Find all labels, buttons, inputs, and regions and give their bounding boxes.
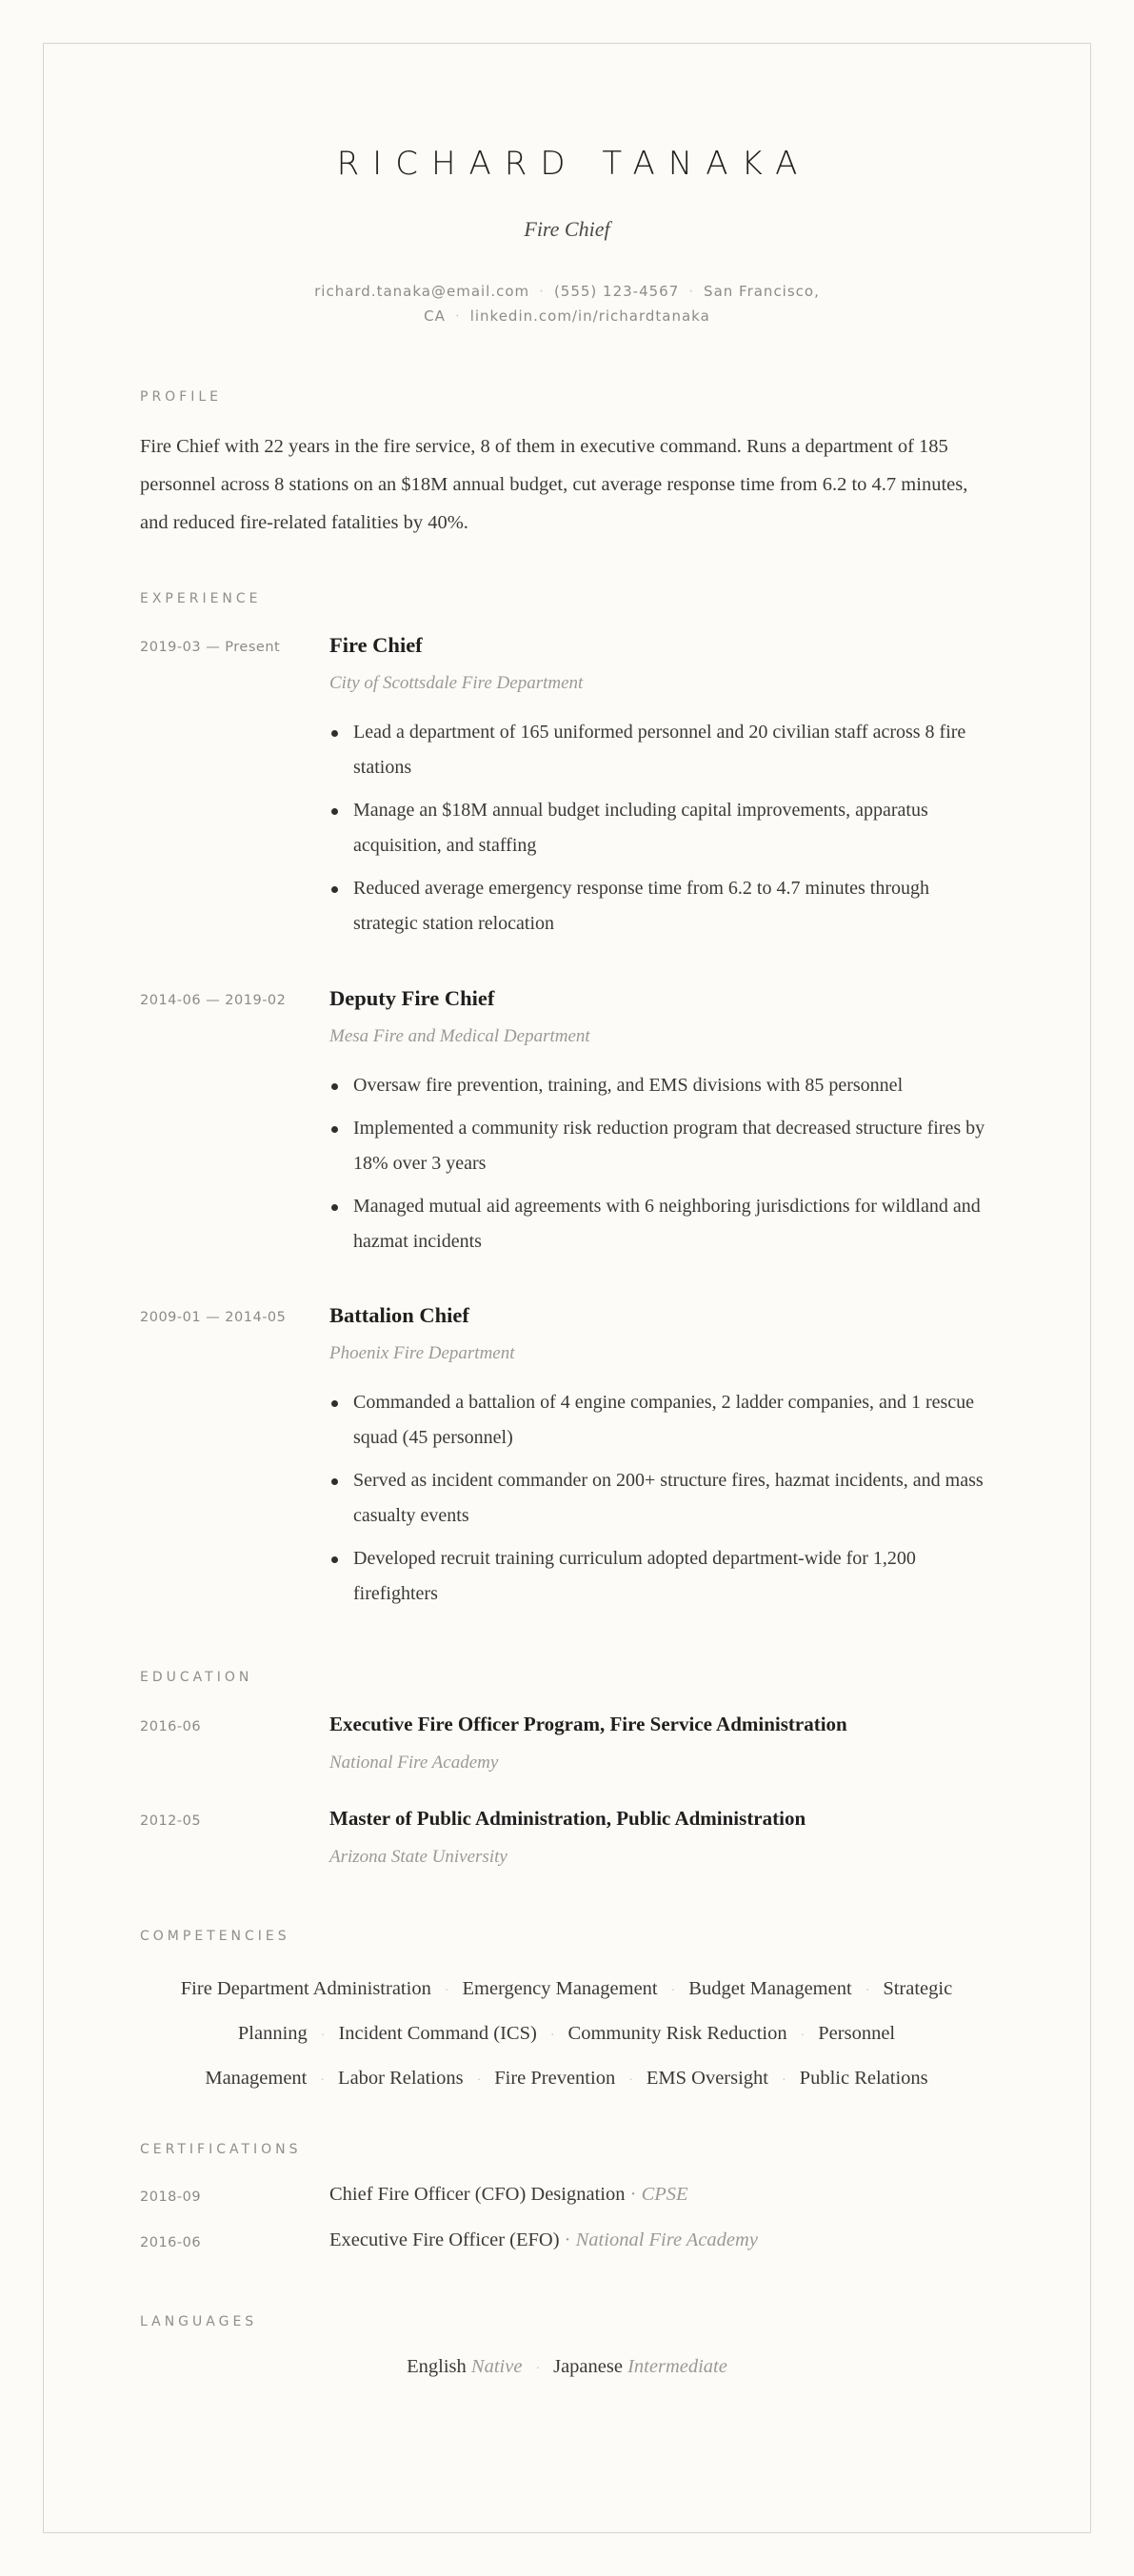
certification-item: Chief Fire Officer (CFO) Designation · CPSE [329,2184,688,2205]
list-item: Reduced average emergency response time from 6.2 to 4.7 minutes through strategic station relocation [329,871,996,941]
list-item: Implemented a community risk reduction program that decreased structure fires by 18% over 3 years [329,1111,996,1181]
education-degree: Executive Fire Officer Program, Fire Service Administration [329,1713,847,1735]
education-school: Arizona State University [329,1847,507,1867]
list-item: Developed recruit training curriculum adopted department-wide for 1,200 firefighters [329,1541,996,1612]
language-name: Japanese [553,2356,623,2377]
job-organization: Mesa Fire and Medical Department [329,1026,590,1046]
job-dates: 2009-01 — 2014-05 [140,1310,287,1325]
section-heading-profile: PROFILE [140,389,223,405]
job-organization: City of Scottsdale Fire Department [329,673,584,693]
competency-item: Strategic [883,1978,953,1999]
location-state: CA [424,307,446,325]
competency-item: Planning [237,2023,308,2044]
education-date: 2012-05 [140,1813,202,1829]
certification-date: 2018-09 [140,2190,202,2205]
section-heading-certifications: CERTIFICATIONS [140,2142,302,2157]
job-title: Fire Chief [329,633,423,657]
job-organization: Phoenix Fire Department [329,1343,515,1363]
competency-item: Incident Command (ICS) [338,2023,537,2044]
job-bullets [329,1068,996,1267]
candidate-name: RICHARD TANAKA [336,145,811,183]
competency-item: Budget Management [688,1978,852,1999]
job-title: Deputy Fire Chief [329,986,495,1010]
contact-info: richard.tanaka@email.com · (555) 123-4567 · San Francisco, CA · linkedin.com/in/richardtanaka [314,283,820,325]
email-link[interactable]: richard.tanaka@email.com [314,283,530,300]
list-item: Lead a department of 165 uniformed personnel and 20 civilian staff across 8 fire stations [329,715,996,785]
certification-item: Executive Fire Officer (EFO) · National Fire Academy [329,2229,758,2250]
language-level: Intermediate [627,2356,727,2377]
list-item: Served as incident commander on 200+ structure fires, hazmat incidents, and mass casualty events [329,1463,996,1534]
competency-item: EMS Oversight [646,2068,768,2089]
competency-item: Community Risk Reduction [567,2023,787,2044]
section-heading-languages: LANGUAGES [140,2314,258,2329]
section-heading-experience: EXPERIENCE [140,591,262,606]
education-degree: Master of Public Administration, Public Administration [329,1807,806,1830]
education-school: National Fire Academy [329,1753,499,1773]
competency-item: Emergency Management [462,1978,658,1999]
profile-summary: Fire Chief with 22 years in the fire service, 8 of them in executive command. Runs a department of 185 personnel across 8 stations on an $18M annual budget, cut average response time from 6.2 to 4.7 minutes, and reduced fire-related fatalities by 40%. [140,436,968,533]
linkedin-link[interactable]: linkedin.com/in/richardtanaka [469,307,710,325]
job-bullets [329,715,996,949]
candidate-title: Fire Chief [524,217,610,241]
section-heading-education: EDUCATION [140,1670,253,1685]
phone-number: (555) 123-4567 [553,283,680,300]
certification-name: Chief Fire Officer (CFO) Designation [329,2184,626,2205]
job-bullets [329,1385,996,1619]
page-border [43,43,1091,2533]
competency-item: Management [205,2068,308,2089]
competency-item: Personnel [818,2023,896,2044]
certification-issuer: CPSE [641,2184,688,2205]
list-item: Managed mutual aid agreements with 6 neighboring jurisdictions for wildland and hazmat incidents [329,1189,996,1259]
competency-item: Labor Relations [338,2068,464,2089]
job-dates: 2019-03 — Present [140,640,281,655]
certification-date: 2016-06 [140,2235,202,2250]
competency-item: Fire Department Administration [180,1978,431,1999]
languages-list: English Native · Japanese Intermediate [407,2356,727,2377]
competencies-list: Fire Department Administration · Emergency Management · Budget Management · Strategic Planning · Incident Command (ICS) · Community Risk Reduction · Personnel Management · Labor Relations · Fire Prevention · EMS Oversight · Public Relations [180,1978,953,2089]
certification-issuer: National Fire Academy [575,2229,758,2250]
list-item: Commanded a battalion of 4 engine companies, 2 ladder companies, and 1 rescue squad (45 personnel) [329,1385,996,1456]
language-name: English [407,2356,467,2377]
language-level: Native [470,2356,523,2377]
certification-name: Executive Fire Officer (EFO) [329,2229,560,2250]
list-item: Manage an $18M annual budget including capital improvements, apparatus acquisition, and staffing [329,793,996,863]
education-date: 2016-06 [140,1719,202,1734]
list-item: Oversaw fire prevention, training, and EMS divisions with 85 personnel [329,1068,996,1103]
location: San Francisco, [704,283,820,300]
job-dates: 2014-06 — 2019-02 [140,993,287,1008]
section-heading-competencies: COMPETENCIES [140,1929,290,1944]
competency-item: Fire Prevention [494,2068,616,2089]
job-title: Battalion Chief [329,1303,469,1327]
competency-item: Public Relations [799,2068,928,2089]
